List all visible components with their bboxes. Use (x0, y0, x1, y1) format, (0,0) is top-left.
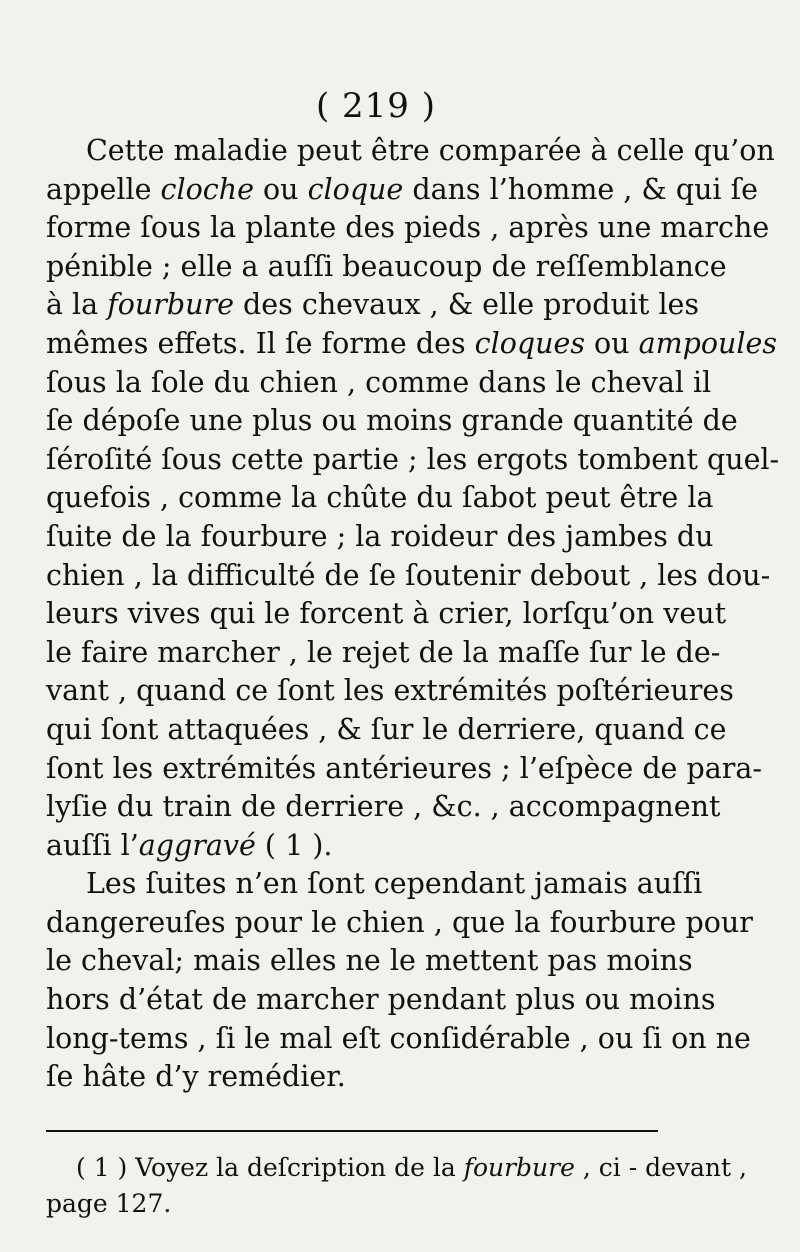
text-run: hors d’état de marcher pendant plus ou moins (46, 983, 716, 1017)
italic-text: aggravé (138, 828, 256, 862)
paragraph1-line (46, 711, 727, 750)
italic-text: ampoules (638, 326, 777, 360)
footnote-line (46, 1150, 747, 1186)
paragraph2-line (46, 1020, 751, 1059)
italic-text: fourbure (107, 288, 234, 322)
italic-text: fourbure (463, 1153, 575, 1182)
text-run: ou (584, 326, 639, 360)
paragraph1-line (46, 595, 727, 634)
text-run: Les ſuites n’en ſont cependant jamais auſſi (86, 867, 703, 901)
text-run: ſéroſité ſous cette partie ; les ergots tombent quel- (46, 442, 780, 476)
footnote-rule (46, 1130, 658, 1132)
footnote (46, 1150, 747, 1222)
italic-text: cloques (474, 326, 585, 360)
text-run: dangereuſes pour le chien , que la fourbure pour (46, 905, 753, 939)
text-run: chien , la difficulté de ſe ſoutenir debout , les dou- (46, 558, 771, 592)
text-run: des chevaux , & elle produit les (234, 288, 700, 322)
paragraph1-line (46, 209, 770, 248)
text-run: long-tems , ſi le mal eſt conſidérable , ou ſi on ne (46, 1021, 751, 1055)
paragraph1-line (46, 441, 780, 480)
paragraph2-line (46, 942, 693, 981)
paragraph-2 (46, 865, 753, 1097)
text-run: ſe dépoſe une plus ou moins grande quantité de (46, 404, 738, 438)
text-run: ſe hâte d’y remédier. (46, 1060, 346, 1094)
paragraph1-line (46, 827, 668, 866)
paragraph1-line (46, 788, 721, 827)
paragraph2-line (46, 1058, 668, 1097)
paragraph2-line (46, 904, 753, 943)
paragraph2-line (46, 865, 703, 904)
paragraph1-line (46, 479, 714, 518)
paragraph1-line (46, 364, 712, 403)
text-run: le faire marcher , le rejet de la maſſe ſur le de- (46, 635, 721, 669)
text-run: vant , quand ce ſont les extrémités poſtérieures (46, 674, 734, 708)
text-run: qui ſont attaquées , & ſur le derriere, quand ce (46, 712, 727, 746)
body-text (46, 132, 780, 1097)
paragraph1-line (46, 286, 700, 325)
text-run: dans l’homme , & qui ſe (403, 172, 759, 206)
text-run: ſont les extrémités antérieures ; l’eſpèce de para- (46, 751, 762, 785)
text-run: ſous la ſole du chien , comme dans le cheval il (46, 365, 712, 399)
text-run: , ci - devant , (574, 1153, 747, 1182)
text-run: leurs vives qui le forcent à crier, lorſqu’on veut (46, 597, 727, 631)
text-run: forme ſous la plante des pieds , après une marche (46, 211, 770, 245)
paragraph1-line (46, 672, 734, 711)
paragraph1-line (46, 325, 777, 364)
text-run: ou (253, 172, 308, 206)
text-run: ( 1 ). (255, 828, 333, 862)
text-run: Cette maladie peut être comparée à celle qu’on (86, 134, 775, 167)
text-run: page 127. (46, 1189, 172, 1218)
text-run: pénible ; elle a auſſi beaucoup de reſſemblance (46, 249, 727, 283)
text-run: ſuite de la fourbure ; la roideur des jambes du (46, 519, 714, 553)
text-run: ( 1 ) Voyez la deſcription de la (76, 1153, 464, 1182)
text-run: auſſi l’ (46, 828, 139, 862)
italic-text: cloche (160, 172, 254, 206)
text-run: appelle (46, 172, 161, 206)
page-number: ( 219 ) (315, 86, 437, 126)
text-run: lyſie du train de derriere , &c. , accompagnent (46, 790, 721, 824)
text-run: quefois , comme la chûte du ſabot peut être la (46, 481, 714, 515)
text-run: mêmes effets. Il ſe forme des (46, 326, 475, 360)
paragraph1-line (46, 171, 759, 210)
paragraph1-line (46, 634, 721, 673)
paragraph2-line (46, 981, 716, 1020)
italic-text: cloque (307, 172, 404, 206)
paragraph1-line (46, 132, 775, 171)
text-run: le cheval; mais elles ne le mettent pas moins (46, 944, 693, 978)
text-run: à la (46, 288, 108, 322)
paragraph1-line (46, 248, 727, 287)
footnote-line (46, 1186, 668, 1222)
paragraph1-line (46, 750, 762, 789)
paragraph1-line (46, 402, 738, 441)
paragraph1-line (46, 518, 714, 557)
paragraph-1 (46, 132, 780, 865)
paragraph1-line (46, 557, 771, 596)
